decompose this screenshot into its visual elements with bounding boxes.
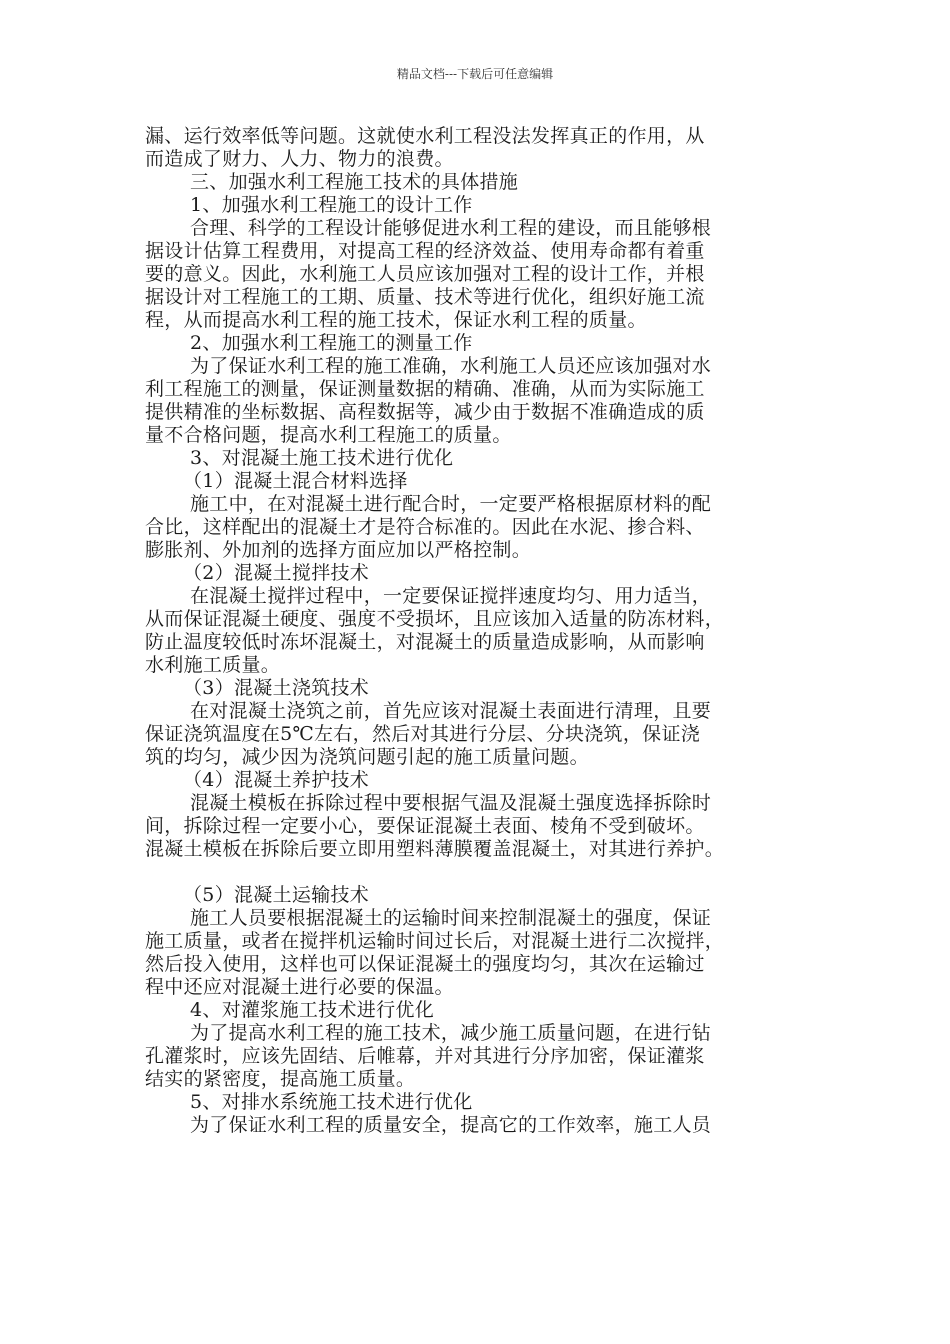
text-line: （3）混凝土浇筑技术 xyxy=(183,677,370,699)
text-line: 筑的均匀，减少因为浇筑问题引起的施工质量问题。 xyxy=(145,746,589,768)
text-line: （2）混凝土搅拌技术 xyxy=(183,562,370,584)
text-line: 保证浇筑温度在5℃左右，然后对其进行分层、分块浇筑，保证浇 xyxy=(145,723,701,745)
text-line: 合比，这样配出的混凝土才是符合标准的。因此在水泥、掺合料、 xyxy=(145,516,705,538)
text-line: 施工人员要根据混凝土的运输时间来控制混凝土的强度，保证 xyxy=(190,907,712,929)
text-line: 为了保证水利工程的质量安全，提高它的工作效率，施工人员 xyxy=(190,1114,712,1136)
document-body xyxy=(145,125,815,1137)
text-line: 三、加强水利工程施工技术的具体措施 xyxy=(190,171,519,193)
text-line: （5）混凝土运输技术 xyxy=(183,884,370,906)
text-line: 孔灌浆时，应该先固结、后帷幕，并对其进行分序加密，保证灌浆 xyxy=(145,1045,705,1067)
text-line: 为了提高水利工程的施工技术，减少施工质量问题，在进行钻 xyxy=(190,1022,712,1044)
text-line: 量不合格问题，提高水利工程施工的质量。 xyxy=(145,424,512,446)
text-line: 在混凝土搅拌过程中，一定要保证搅拌速度均匀、用力适当， xyxy=(190,585,712,607)
text-line: 提供精准的坐标数据、高程数据等，减少由于数据不准确造成的质 xyxy=(145,401,705,423)
text-line: 程中还应对混凝土进行必要的保温。 xyxy=(145,976,454,998)
blank-line xyxy=(145,861,815,884)
text-line: 1、加强水利工程施工的设计工作 xyxy=(190,194,473,216)
text-line: 利工程施工的测量，保证测量数据的精确、准确，从而为实际施工 xyxy=(145,378,705,400)
text-line: 混凝土模板在拆除后要立即用塑料薄膜覆盖混凝土，对其进行养护。 xyxy=(145,838,725,860)
text-line: 而造成了财力、人力、物力的浪费。 xyxy=(145,148,454,170)
text-line: 3、对混凝土施工技术进行优化 xyxy=(190,447,454,469)
text-line: 间，拆除过程一定要小心，要保证混凝土表面、棱角不受到破坏。 xyxy=(145,815,705,837)
text-line: 合理、科学的工程设计能够促进水利工程的建设，而且能够根 xyxy=(190,217,712,239)
text-line: 据设计对工程施工的工期、质量、技术等进行优化，组织好施工流 xyxy=(145,286,705,308)
text-line: 膨胀剂、外加剂的选择方面应加以严格控制。 xyxy=(145,539,532,561)
text-line: 要的意义。因此，水利施工人员应该加强对工程的设计工作，并根 xyxy=(145,263,705,285)
text-line: 水利施工质量。 xyxy=(145,654,281,676)
text-line: 4、对灌浆施工技术进行优化 xyxy=(190,999,434,1021)
text-line: 施工质量，或者在搅拌机运输时间过长后，对混凝土进行二次搅拌， xyxy=(145,930,725,952)
text-line: 漏、运行效率低等问题。这就使水利工程没法发挥真正的作用，从 xyxy=(145,125,705,147)
text-line: 结实的紧密度，提高施工质量。 xyxy=(145,1068,416,1090)
text-line: 程，从而提高水利工程的施工技术，保证水利工程的质量。 xyxy=(145,309,647,331)
text-line: 施工中，在对混凝土进行配合时，一定要严格根据原材料的配 xyxy=(190,493,712,515)
text-line: 5、对排水系统施工技术进行优化 xyxy=(190,1091,473,1113)
text-line: 据设计估算工程费用，对提高工程的经济效益、使用寿命都有着重 xyxy=(145,240,705,262)
text-line: 混凝土模板在拆除过程中要根据气温及混凝土强度选择拆除时 xyxy=(190,792,712,814)
text-line: 在对混凝土浇筑之前，首先应该对混凝土表面进行清理，且要 xyxy=(190,700,712,722)
text-line: 2、加强水利工程施工的测量工作 xyxy=(190,332,473,354)
text-line: （1）混凝土混合材料选择 xyxy=(183,470,408,492)
text-line: 从而保证混凝土硬度、强度不受损坏，且应该加入适量的防冻材料， xyxy=(145,608,725,630)
page-header: 精品文档---下载后可任意编辑 xyxy=(396,67,554,81)
text-line: 为了保证水利工程的施工准确，水利施工人员还应该加强对水 xyxy=(190,355,712,377)
text-line: 防止温度较低时冻坏混凝土，对混凝土的质量造成影响，从而影响 xyxy=(145,631,705,653)
text-line: （4）混凝土养护技术 xyxy=(183,769,370,791)
text-line: 然后投入使用，这样也可以保证混凝土的强度均匀，其次在运输过 xyxy=(145,953,705,975)
